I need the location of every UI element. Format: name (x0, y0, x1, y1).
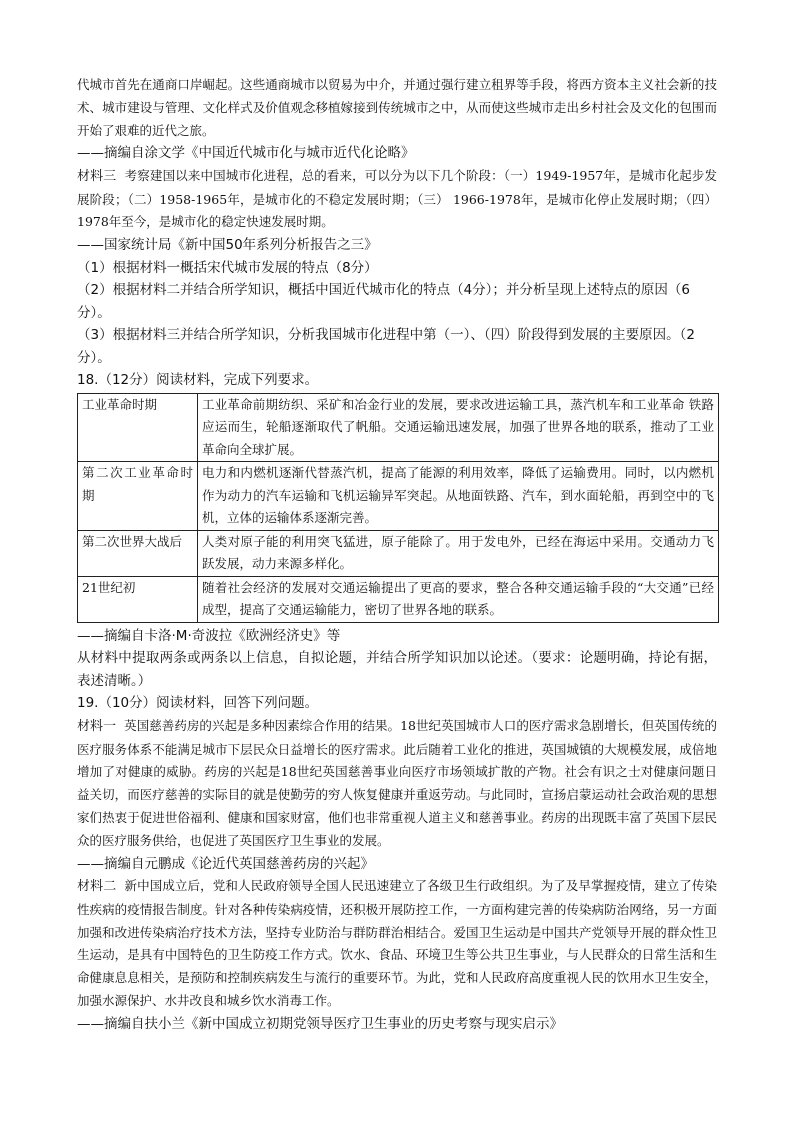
q19-material2-text: 新中国成立后，党和人民政府领导全国人民迅速建立了各级卫生行政组织。为了及早掌握疫情，建立了传染性疾病的疫情报告制度。针对各种传染病疫情，还积极开展防控工作，一方面构建完善的传染病防治网络，另一方面加强和改进传染病治疗技术方法，坚持专业防治与群防群治相结合。爱国卫生运动是中国共产党领导开展的群众性卫生运动，是具有中国特色的卫生防疫工作方式。饮水、食品、环境卫生等公共卫生事业，与人民群众的日常生活和生命健康息息相关，是预防和控制疾病发生与流行的重要环节。为此，党和人民政府高度重视人民的饮用水卫生安全，加强水源保护、水井改良和城乡饮水消毒工作。 (77, 878, 717, 1009)
q19-material1-text: 英国慈善药房的兴起是多种因素综合作用的结果。18世纪英国城市人口的医疗需求急剧增长，但英国传统的医疗服务体系不能满足城市下层民众日益增长的医疗需求。此后随着工业化的推进，英国城镇的大规模发展，成倍地增加了对健康的威胁。药房的兴起是18世纪英国慈善事业向医疗市场领域扩散的产物。社会有识之士对健康问题日益关切，而医疗慈善的实际目的就是使勤劳的穷人恢复健康并重返劳动。与此同时，宣扬启蒙运动社会政治观的思想家们热衷于促进世俗福利、健康和国家财富，他们也非常重视人道主义和慈善事业。药房的出现既丰富了英国下层民众的医疗服务供给，也促进了英国医疗卫生事业的发展。 (77, 717, 717, 848)
table-cell-desc: 工业革命前期纺织、采矿和冶金行业的发展，要求改进运输工具，蒸汽机车和工业革命 铁路应运而生，轮船逐渐取代了帆船。交通运输迅速发展，加强了世界各地的联系，推动了工业革命向全球扩展。 (198, 393, 719, 462)
material3-text: 考察建国以来中国城市化进程，总的看来，可以分为以下几个阶段：（一）1949-1957年，是城市化起步发展阶段；（二）1958-1965年，是城市化的不稳定发展时期；（三） 1966-1978年，是城市化停止发展时期；（四）1978年至今，是城市化的稳定快速发展时期。 (77, 167, 717, 230)
table-cell-period: 第二次工业革命时期 (78, 462, 198, 531)
exam-page (77, 74, 717, 1035)
question19-header: 19.（10分）阅读材料，回答下列问题。 (77, 695, 319, 712)
table-row (78, 393, 719, 462)
table-row (78, 576, 719, 622)
q19-material1 (77, 715, 717, 853)
question17-part1: （1）根据材料一概括宋代城市发展的特点（8分） (77, 259, 378, 276)
q19-material2-source: ——摘编自扶小兰《新中国成立初期党领导医疗卫生事业的历史考察与现实启示》 (77, 1015, 563, 1032)
question18-task: 从材料中提取两条或两条以上信息，自拟论题，并结合所学知识加以论述。（要求：论题明确，持论有据，表述清晰。） (77, 650, 717, 689)
question18-header: 18.（12分）阅读材料，完成下列要求。 (77, 372, 319, 389)
material2-continuation: 代城市首先在通商口岸崛起。这些通商城市以贸易为中介，并通过强行建立租界等手段，将西方资本主义社会新的技术、城市建设与管理、文化样式及价值观念移植嫁接到传统城市之中，从而使这些城市走出乡村社会及文化的包围而开始了艰难的近代之旅。 (77, 77, 717, 138)
table-cell-period: 第二次世界大战后 (78, 530, 198, 576)
material3-label: 材料三 (77, 168, 117, 184)
q19-material2-label: 材料二 (77, 879, 117, 895)
table-row (78, 530, 719, 576)
question17-part2: （2）根据材料二并结合所学知识，概括中国近代城市化的特点（4分）；并分析呈现上述特点的原因（6分）。 (77, 282, 691, 321)
q19-material1-label: 材料一 (77, 718, 117, 734)
table-cell-period: 工业革命时期 (78, 393, 198, 462)
table-cell-desc: 随着社会经济的发展对交通运输提出了更高的要求，整合各种交通运输手段的“大交通”已经成型，提高了交通运输能力，密切了世界各地的联系。 (198, 576, 719, 622)
question18-source: ——摘编自卡洛·M·奇波拉《欧洲经济史》等 (77, 627, 341, 644)
table-row (78, 462, 719, 531)
transport-table (77, 393, 719, 623)
table-cell-desc: 电力和内燃机逐渐代替蒸汽机，提高了能源的利用效率，降低了运输费用。同时，以内燃机作为动力的汽车运输和飞机运输异军突起。从地面铁路、汽车，到水面轮船，再到空中的飞机，立体的运输体系逐渐完善。 (198, 462, 719, 531)
material2-source: ——摘编自涂文学《中国近代城市化与城市近代化论略》 (77, 145, 415, 162)
material3-source: ——国家统计局《新中国50年系列分析报告之三》 (77, 237, 378, 254)
material3-paragraph (77, 165, 717, 234)
q19-material1-source: ——摘编自元鹏成《论近代英国慈善药房的兴起》 (77, 855, 374, 872)
table-cell-desc: 人类对原子能的利用突飞猛进，原子能除了。用于发电外，已经在海运中采用。交通动力飞跃发展，动力来源多样化。 (198, 530, 719, 576)
q19-material2 (77, 875, 717, 1013)
question17-part3: （3）根据材料三并结合所学知识，分析我国城市化进程中第（一）、（四）阶段得到发展的主要原因。（2分）。 (77, 327, 695, 366)
table-cell-period: 21世纪初 (78, 576, 198, 622)
